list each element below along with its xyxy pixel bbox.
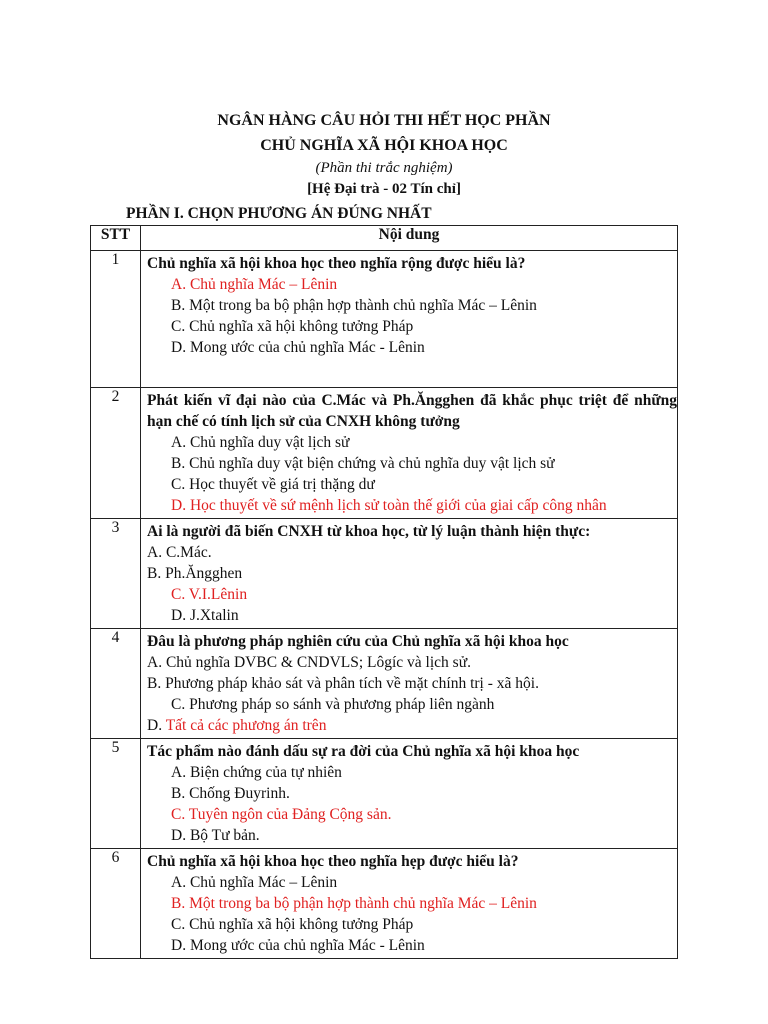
answer-option: D. Mong ước của chủ nghĩa Mác - Lênin [171, 339, 425, 356]
question-number: 5 [91, 739, 141, 849]
table-row [91, 849, 678, 959]
table-row [91, 388, 678, 519]
question-text: Chủ nghĩa xã hội khoa học theo nghĩa hẹp được hiểu là? [147, 853, 519, 870]
question-cell [141, 849, 678, 959]
answer-option-text: Tất cả các phương án trên [165, 717, 327, 734]
question-table [90, 225, 678, 959]
answer-option: A. Chủ nghĩa Mác – Lênin [171, 874, 338, 891]
question-number: 6 [91, 849, 141, 959]
question-cell [141, 519, 678, 629]
answer-option-correct: D. Học thuyết về sứ mệnh lịch sử toàn thế giới của giai cấp công nhân [171, 497, 607, 514]
program-info: [Hệ Đại trà - 02 Tín chỉ] [307, 181, 461, 197]
document-title-line2: CHỦ NGHĨA XÃ HỘI KHOA HỌC [260, 137, 508, 154]
question-number: 2 [91, 388, 141, 519]
answer-option: B. Một trong ba bộ phận hợp thành chủ nghĩa Mác – Lênin [171, 297, 537, 314]
question-cell [141, 739, 678, 849]
answer-option: A. Biện chứng của tự nhiên [171, 764, 342, 781]
answer-option: C. Phương pháp so sánh và phương pháp liên ngành [171, 696, 495, 713]
table-row [91, 629, 678, 739]
answer-option: C. Học thuyết về giá trị thặng dư [171, 476, 375, 493]
question-number: 1 [91, 251, 141, 388]
answer-option: C. Chủ nghĩa xã hội không tưởng Pháp [171, 916, 414, 933]
question-number: 3 [91, 519, 141, 629]
answer-option: B. Phương pháp khảo sát và phân tích về mặt chính trị - xã hội. [147, 675, 539, 692]
answer-option-correct: B. Một trong ba bộ phận hợp thành chủ nghĩa Mác – Lênin [171, 895, 537, 912]
question-text: Chủ nghĩa xã hội khoa học theo nghĩa rộng được hiểu là? [147, 255, 526, 272]
question-cell [141, 251, 678, 388]
question-cell [141, 388, 678, 519]
answer-option: A. Chủ nghĩa DVBC & CNDVLS; Lôgíc và lịch sử. [147, 654, 471, 671]
section-title: PHẦN I. CHỌN PHƯƠNG ÁN ĐÚNG NHẤT [126, 205, 432, 222]
answer-option: B. Chủ nghĩa duy vật biện chứng và chủ nghĩa duy vật lịch sử [171, 455, 555, 472]
table-row [91, 519, 678, 629]
answer-option: B. Ph.Ăngghen [147, 565, 243, 582]
table-header-row [91, 226, 678, 251]
column-header-stt: STT [91, 226, 141, 251]
answer-option: D. J.Xtalin [171, 607, 239, 624]
question-text: Ai là người đã biến CNXH từ khoa học, từ lý luận thành hiện thực: [147, 523, 591, 540]
question-number: 4 [91, 629, 141, 739]
answer-option: D. Mong ước của chủ nghĩa Mác - Lênin [171, 937, 425, 954]
answer-option: D. Bộ Tư bản. [171, 827, 260, 844]
question-cell [141, 629, 678, 739]
answer-option-correct [147, 715, 677, 736]
answer-option: C. Chủ nghĩa xã hội không tưởng Pháp [171, 318, 414, 335]
answer-option-correct: C. V.I.Lênin [171, 586, 248, 603]
answer-option: A. C.Mác. [147, 544, 212, 561]
question-text: Đâu là phương pháp nghiên cứu của Chủ nghĩa xã hội khoa học [147, 633, 569, 650]
document-title-line1: NGÂN HÀNG CÂU HỎI THI HẾT HỌC PHẦN [217, 112, 551, 129]
answer-option-correct: A. Chủ nghĩa Mác – Lênin [171, 276, 338, 293]
question-text: Tác phẩm nào đánh dấu sự ra đời của Chủ nghĩa xã hội khoa học [147, 743, 580, 760]
table-row [91, 251, 678, 388]
column-header-content: Nội dung [141, 226, 678, 251]
answer-option-correct: C. Tuyên ngôn của Đảng Cộng sản. [171, 806, 392, 823]
document-subtitle: (Phần thi trắc nghiệm) [315, 160, 453, 176]
answer-option: A. Chủ nghĩa duy vật lịch sử [171, 434, 350, 451]
table-row [91, 739, 678, 849]
answer-option-letter: D. [147, 717, 163, 734]
question-text: Phát kiến vĩ đại nào của C.Mác và Ph.Ăngghen đã khắc phục triệt để những hạn chế có tính lịch sử của CNXH không tưởng [147, 392, 677, 430]
answer-option: B. Chống Đuyrinh. [171, 785, 290, 802]
